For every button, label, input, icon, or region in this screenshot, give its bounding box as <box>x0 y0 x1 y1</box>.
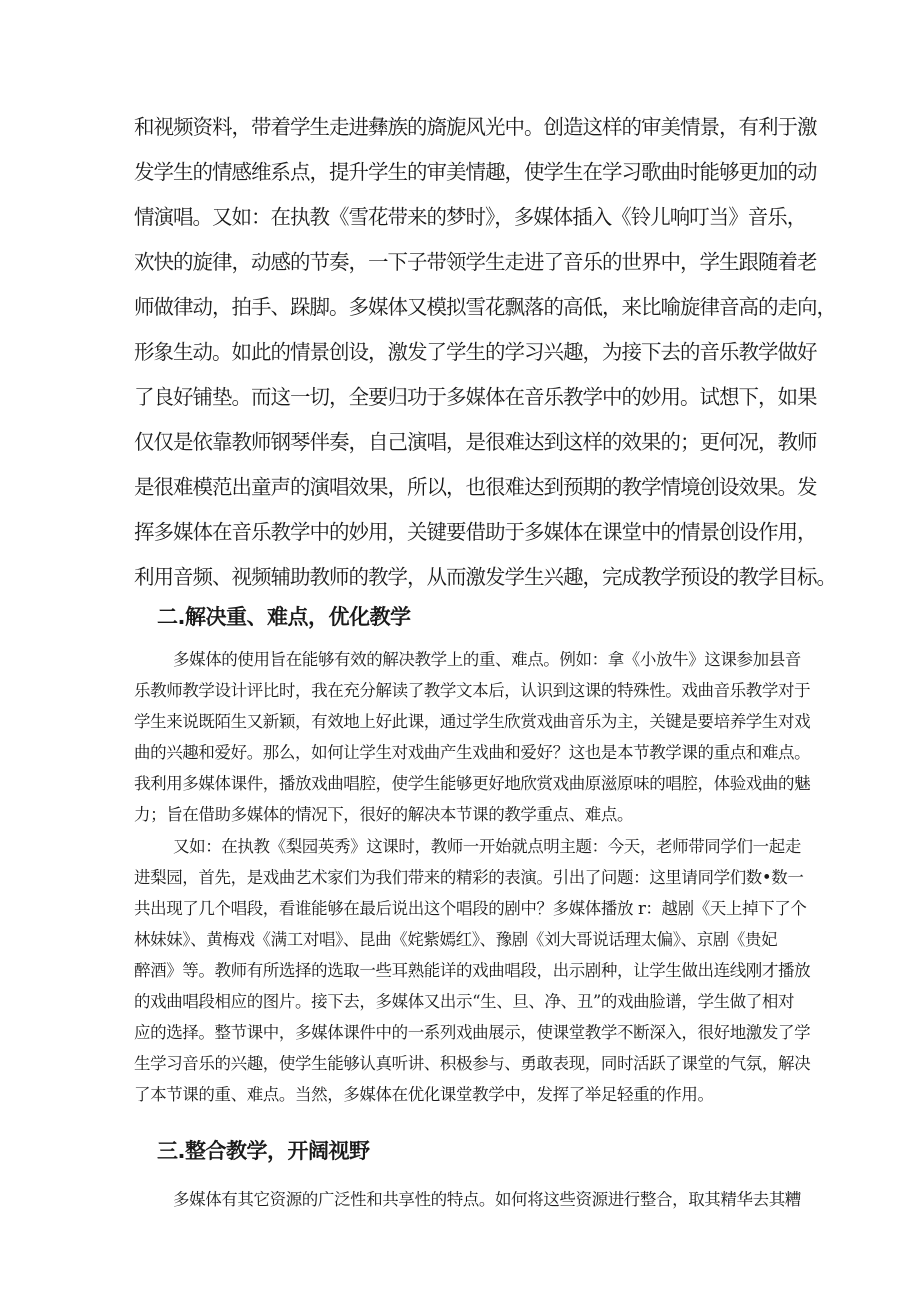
paragraph-line: 学生来说既陌生又新颖，有效地上好此课，通过学生欣赏戏曲音乐为主，关键是要培养学生对戏 <box>134 712 811 731</box>
paragraph-line: 欢快的旋律，动感的节奏，一下子带领学生走进了音乐的世界中，学生跟随着老 <box>134 250 817 274</box>
section-heading-2: 二.解决重、难点，优化教学 <box>157 605 411 629</box>
paragraph-line: 了良好铺垫。而这一切，全要归功于多媒体在音乐教学中的妙用。试想下，如果 <box>134 385 817 409</box>
paragraph-line: 多媒体的使用旨在能够有效的解决教学上的重、难点。例如：拿《小放牛》这课参加县音 <box>173 650 801 669</box>
section-heading-3: 三.整合教学，开阔视野 <box>157 1139 370 1163</box>
paragraph-line: 师做律动，拍手、跺脚。多媒体又模拟雪花飘落的高低，来比喻旋律音高的走向， <box>134 295 836 319</box>
paragraph-line: 我利用多媒体课件，播放戏曲唱腔，使学生能够更好地欣赏戏曲原滋原味的唱腔，体验戏曲的魅 <box>134 774 811 793</box>
paragraph-line: 情演唱。又如：在执教《雪花带来的梦时》，多媒体插入《铃儿响叮当》音乐， <box>134 205 807 229</box>
paragraph-line: 是很难模范出童声的演唱效果，所以，也很难达到预期的教学情境创设效果。发 <box>134 475 817 499</box>
paragraph-line: 醉酒》等。教师有所选择的选取一些耳熟能详的戏曲唱段，出示剧种，让学生做出连线刚才播放 <box>134 961 811 980</box>
paragraph-line: 应的选择。整节课中，多媒体课件中的一系列戏曲展示，使课堂教学不断深入，很好地激发了学 <box>134 1023 811 1042</box>
paragraph-line: 力；旨在借助多媒体的情况下，很好的解决本节课的教学重点、难点。 <box>134 805 634 824</box>
paragraph-line: 利用音频、视频辅助教师的教学，从而激发学生兴趣，完成教学预设的教学目标。 <box>134 565 836 589</box>
paragraph-line: 挥多媒体在音乐教学中的妙用，关键要借助于多媒体在课堂中的情景创设作用， <box>134 520 817 544</box>
paragraph-line: 进梨园，首先，是戏曲艺术家们为我们带来的精彩的表演。引出了问题：这里请同学们数•数一 <box>134 868 804 887</box>
paragraph-line: 仅仅是依靠教师钢琴伴奏，自己演唱，是很难达到这样的效果的；更何况，教师 <box>134 430 817 454</box>
paragraph-line: 又如：在执教《梨园英秀》这课时，教师一开始就点明主题：今天，老师带同学们一起走 <box>173 837 801 856</box>
paragraph-line: 乐教师教学设计评比时，我在充分解读了教学文本后，认识到这课的特殊性。戏曲音乐教学对于 <box>134 681 811 700</box>
paragraph-line: 和视频资料，带着学生走进彝族的旖旎风光中。创造这样的审美情景，有利于激 <box>134 115 817 139</box>
paragraph-line: 多媒体有其它资源的广泛性和共享性的特点。如何将这些资源进行整合，取其精华去其糟 <box>173 1190 801 1209</box>
paragraph-line: 的戏曲唱段相应的图片。接下去，多媒体又出示“生、旦、净、丑”的戏曲脸谱，学生做了相对 <box>134 992 795 1011</box>
paragraph-line: 曲的兴趣和爱好。那么，如何让学生对戏曲产生戏曲和爱好？这也是本节教学课的重点和难点。 <box>134 743 811 762</box>
paragraph-line: 形象生动。如此的情景创设，激发了学生的学习兴趣，为接下去的音乐教学做好 <box>134 340 817 364</box>
paragraph-line: 发学生的情感维系点，提升学生的审美情趣，使学生在学习歌曲时能够更加的动 <box>134 160 817 184</box>
paragraph-line: 共出现了几个唱段，看谁能够在最后说出这个唱段的剧中？多媒体播放 r：越剧《天上掉下了个 <box>134 899 807 918</box>
paragraph-line: 林妹妹》、黄梅戏《满工对唱》、昆曲《姹紫嫣红》、豫剧《刘大哥说话理太偏》、京剧《贵妃 <box>134 930 778 949</box>
paragraph-line: 生学习音乐的兴趣，使学生能够认真听讲、积极参与、勇敢表现，同时活跃了课堂的气氛，解决 <box>134 1054 811 1073</box>
paragraph-line: 了本节课的重、难点。当然，多媒体在优化课堂教学中，发挥了举足轻重的作用。 <box>134 1085 714 1104</box>
